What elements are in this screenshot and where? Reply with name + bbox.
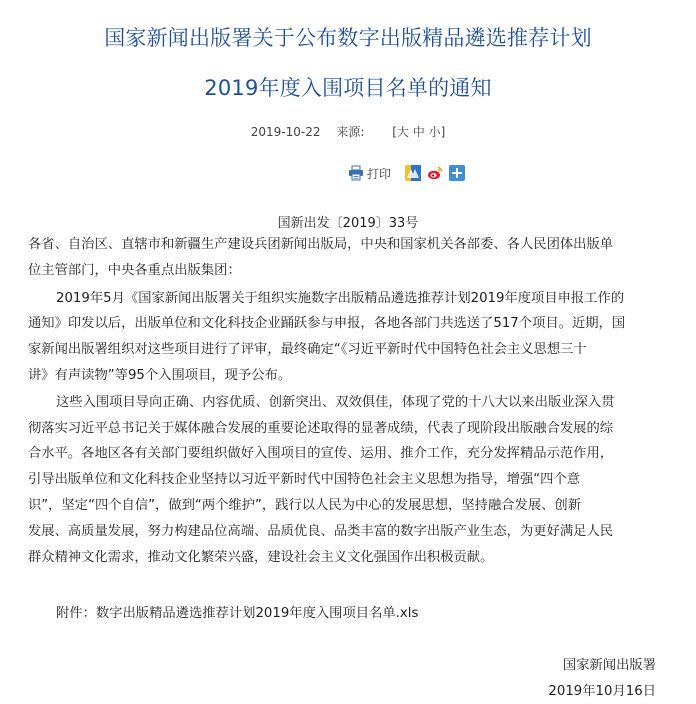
attachment-file-link[interactable]: 数字出版精品遴选推荐计划2019年度入围项目名单.xls [95, 606, 419, 621]
article-meta [0, 123, 696, 140]
signature-org: 国家新闻出版署 [562, 658, 656, 673]
font-bracket-open: [ [392, 125, 397, 139]
weibo-share-icon [427, 165, 443, 181]
qzone-share-icon [405, 165, 421, 181]
printer-icon [348, 165, 364, 181]
share-more-button[interactable] [449, 165, 465, 181]
plus-share-icon [449, 165, 465, 181]
paragraph-3-line-2: 彻落实习近平总书记关于媒体融合发展的重要论述取得的显著成绩，代表了现阶段出版融合发展的综 [28, 421, 614, 436]
salutation-line-1: 各省、自治区、直辖市和新疆生产建设兵团新闻出版局，中央和国家机关各部委、各人民团体出版单 [28, 237, 614, 252]
paragraph-3-line-6: 发展、高质量发展，努力构建品位高端、品质优良、品类丰富的数字出版产业生态，为更好满足人民 [28, 524, 614, 539]
publish-date: 2019-10-22 [250, 125, 321, 139]
salutation-line-2: 位主管部门，中央各重点出版集团： [28, 263, 241, 278]
print-label: 打印 [367, 166, 392, 181]
paragraph-2-line-3: 家新闻出版署组织对这些项目进行了评审，最终确定“《习近平新时代中国特色社会主义思想三十 [28, 342, 587, 357]
paragraph-3-line-1: 这些入围项目导向正确、内容优质、创新突出、双效俱佳，体现了党的十八大以来出版业深入贯 [56, 395, 615, 410]
paragraph-2-line-4: 讲》有声读物”等95个入围项目，现予公布。 [28, 368, 292, 383]
font-bracket-close: ] [440, 125, 446, 139]
share-weibo-button[interactable] [427, 165, 443, 181]
share-toolbar [348, 164, 465, 182]
font-size-medium-link[interactable]: 中 [412, 125, 425, 139]
paragraph-3-line-3: 合水平。各地区各有关部门要组织做好入围项目的宣传、运用、推介工作，充分发挥精品示范作用， [28, 446, 614, 461]
font-size-small-link[interactable]: 小 [428, 125, 441, 139]
attachment-label: 附件： [56, 606, 96, 621]
paragraph-3-line-5: 识”，坚定“四个自信”，做到“两个维护”，践行以人民为中心的发展思想，坚持融合发展、创新 [28, 498, 582, 513]
font-size-large-link[interactable]: 大 [396, 125, 409, 139]
share-qzone-button[interactable] [405, 165, 421, 181]
title-line-2: 2019年度入围项目名单的通知 [204, 76, 492, 100]
paragraph-3-line-7: 群众精神文化需求，推动文化繁荣兴盛，建设社会主义文化强国作出积极贡献。 [28, 550, 494, 565]
attachment [56, 602, 418, 621]
signature-date: 2019年10月16日 [548, 684, 656, 699]
paragraph-2-line-2: 通知》印发以后，出版单位和文化科技企业踊跃参与申报，各地各部门共选送了517个项目。近期，国 [28, 316, 626, 331]
print-button[interactable] [348, 165, 391, 182]
paragraph-3-line-4: 引导出版单位和文化科技企业坚持以习近平新时代中国特色社会主义思想为指导，增强“四个意 [28, 472, 581, 487]
title-line-1: 国家新闻出版署关于公布数字出版精品遴选推荐计划 [104, 26, 592, 50]
document-number: 国新出发〔2019〕33号 [277, 216, 419, 231]
font-size-controls [392, 125, 445, 139]
paragraph-2-line-1: 2019年5月《国家新闻出版署关于组织实施数字出版精品遴选推荐计划2019年度项目申报工作的 [56, 291, 625, 306]
source-label: 来源: [336, 125, 365, 139]
